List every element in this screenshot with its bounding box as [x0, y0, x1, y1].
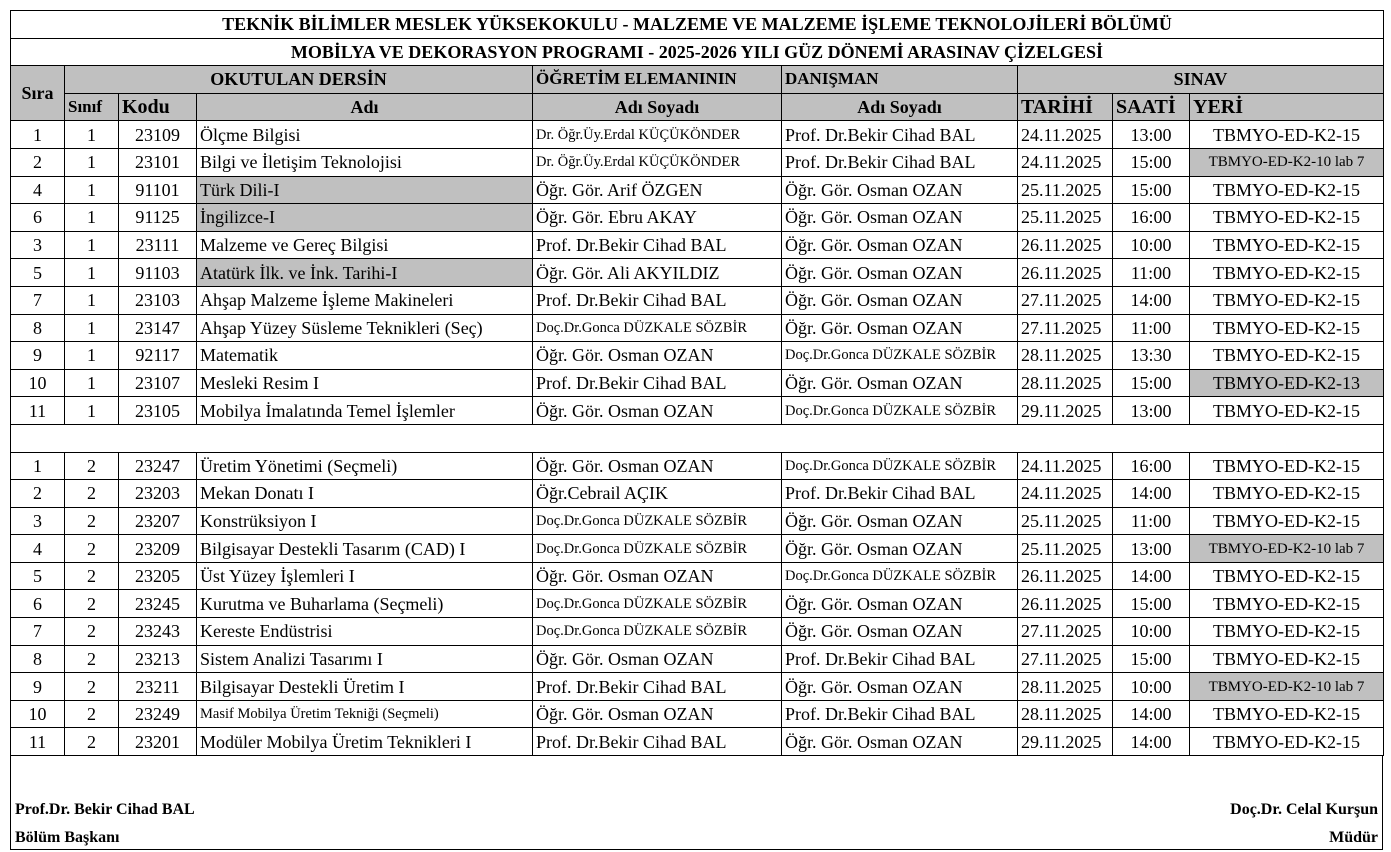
cell-kodu: 23209 [119, 535, 197, 563]
cell-course-name: Kurutma ve Buharlama (Seçmeli) [197, 590, 533, 618]
cell-room: TBMYO-ED-K2-13 [1190, 369, 1384, 397]
cell-sinif: 1 [65, 176, 119, 204]
cell-sinif: 2 [65, 452, 119, 480]
cell-room: TBMYO-ED-K2-15 [1190, 645, 1384, 673]
dept-head-name: Prof.Dr. Bekir Cihad BAL [15, 801, 195, 818]
cell-room: TBMYO-ED-K2-15 [1190, 700, 1384, 728]
cell-date: 28.11.2025 [1018, 369, 1113, 397]
cell-room: TBMYO-ED-K2-10 lab 7 [1190, 673, 1384, 701]
cell-instructor: Doç.Dr.Gonca DÜZKALE SÖZBİR [533, 618, 782, 646]
separator-cell [11, 424, 1384, 452]
cell-date: 25.11.2025 [1018, 507, 1113, 535]
cell-instructor: Öğr. Gör. Osman OZAN [533, 452, 782, 480]
cell-course-name: Mesleki Resim I [197, 369, 533, 397]
cell-course-name: Sistem Analizi Tasarımı I [197, 645, 533, 673]
cell-time: 13:30 [1113, 342, 1190, 370]
cell-time: 16:00 [1113, 452, 1190, 480]
cell-kodu: 23247 [119, 452, 197, 480]
cell-instructor: Öğr. Gör. Osman OZAN [533, 342, 782, 370]
cell-course-name: Atatürk İlk. ve İnk. Tarihi-I [197, 259, 533, 287]
cell-room: TBMYO-ED-K2-15 [1190, 314, 1384, 342]
table-row [11, 314, 1384, 342]
cell-time: 14:00 [1113, 286, 1190, 314]
cell-kodu: 23205 [119, 562, 197, 590]
cell-course-name: Ahşap Malzeme İşleme Makineleri [197, 286, 533, 314]
cell-time: 15:00 [1113, 176, 1190, 204]
cell-sira: 5 [11, 562, 65, 590]
cell-advisor: Doç.Dr.Gonca DÜZKALE SÖZBİR [782, 452, 1018, 480]
cell-course-name: Kereste Endüstrisi [197, 618, 533, 646]
table-row [11, 286, 1384, 314]
cell-date: 24.11.2025 [1018, 148, 1113, 176]
cell-time: 10:00 [1113, 618, 1190, 646]
table-row [11, 342, 1384, 370]
cell-course-name: Konstrüksiyon I [197, 507, 533, 535]
header-danisman-adi-soyadi: Adı Soyadı [782, 93, 1018, 121]
cell-time: 14:00 [1113, 700, 1190, 728]
cell-date: 26.11.2025 [1018, 231, 1113, 259]
director-name: Doç.Dr. Celal Kurşun [1230, 801, 1378, 818]
cell-room: TBMYO-ED-K2-15 [1190, 121, 1384, 149]
cell-sira: 4 [11, 535, 65, 563]
header-ogretim-adi-soyadi: Adı Soyadı [533, 93, 782, 121]
cell-sira: 6 [11, 204, 65, 232]
cell-room: TBMYO-ED-K2-15 [1190, 204, 1384, 232]
cell-time: 10:00 [1113, 673, 1190, 701]
cell-room: TBMYO-ED-K2-10 lab 7 [1190, 148, 1384, 176]
cell-instructor: Öğr. Gör. Osman OZAN [533, 700, 782, 728]
cell-instructor: Prof. Dr.Bekir Cihad BAL [533, 286, 782, 314]
cell-sira: 8 [11, 314, 65, 342]
cell-time: 16:00 [1113, 204, 1190, 232]
cell-instructor: Öğr. Gör. Osman OZAN [533, 645, 782, 673]
cell-course-name: Modüler Mobilya Üretim Teknikleri I [197, 728, 533, 756]
cell-time: 13:00 [1113, 397, 1190, 425]
cell-date: 29.11.2025 [1018, 728, 1113, 756]
cell-sira: 7 [11, 286, 65, 314]
table-row [11, 369, 1384, 397]
cell-kodu: 23201 [119, 728, 197, 756]
cell-date: 24.11.2025 [1018, 452, 1113, 480]
table-row [11, 728, 1384, 756]
table-row [11, 673, 1384, 701]
table-row [11, 231, 1384, 259]
cell-sinif: 2 [65, 728, 119, 756]
cell-advisor: Öğr. Gör. Osman OZAN [782, 369, 1018, 397]
cell-kodu: 23105 [119, 397, 197, 425]
header-saati: SAATİ [1113, 93, 1190, 121]
cell-instructor: Doç.Dr.Gonca DÜZKALE SÖZBİR [533, 590, 782, 618]
cell-sinif: 2 [65, 618, 119, 646]
cell-instructor: Prof. Dr.Bekir Cihad BAL [533, 231, 782, 259]
signature-footer [10, 755, 1383, 850]
cell-sinif: 1 [65, 369, 119, 397]
cell-instructor: Dr. Öğr.Üy.Erdal KÜÇÜKÖNDER [533, 121, 782, 149]
cell-sira: 10 [11, 369, 65, 397]
cell-room: TBMYO-ED-K2-10 lab 7 [1190, 535, 1384, 563]
cell-room: TBMYO-ED-K2-15 [1190, 562, 1384, 590]
cell-date: 25.11.2025 [1018, 535, 1113, 563]
cell-time: 11:00 [1113, 507, 1190, 535]
cell-kodu: 91125 [119, 204, 197, 232]
cell-sira: 7 [11, 618, 65, 646]
cell-course-name: Bilgisayar Destekli Tasarım (CAD) I [197, 535, 533, 563]
cell-date: 26.11.2025 [1018, 590, 1113, 618]
cell-time: 14:00 [1113, 562, 1190, 590]
cell-date: 27.11.2025 [1018, 645, 1113, 673]
cell-date: 28.11.2025 [1018, 700, 1113, 728]
cell-date: 27.11.2025 [1018, 618, 1113, 646]
cell-course-name: Mobilya İmalatında Temel İşlemler [197, 397, 533, 425]
table-row [11, 176, 1384, 204]
header-danisman: DANIŞMAN [782, 66, 1018, 94]
exam-schedule-table [10, 10, 1384, 756]
cell-sira: 6 [11, 590, 65, 618]
cell-sira: 8 [11, 645, 65, 673]
table-row [11, 645, 1384, 673]
cell-time: 14:00 [1113, 480, 1190, 508]
cell-room: TBMYO-ED-K2-15 [1190, 728, 1384, 756]
cell-instructor: Doç.Dr.Gonca DÜZKALE SÖZBİR [533, 314, 782, 342]
cell-sira: 10 [11, 700, 65, 728]
cell-sira: 9 [11, 342, 65, 370]
cell-date: 25.11.2025 [1018, 176, 1113, 204]
table-row [11, 507, 1384, 535]
cell-date: 27.11.2025 [1018, 314, 1113, 342]
cell-kodu: 91103 [119, 259, 197, 287]
cell-kodu: 23109 [119, 121, 197, 149]
cell-sira: 9 [11, 673, 65, 701]
cell-sira: 2 [11, 480, 65, 508]
cell-instructor: Doç.Dr.Gonca DÜZKALE SÖZBİR [533, 535, 782, 563]
cell-kodu: 23107 [119, 369, 197, 397]
cell-room: TBMYO-ED-K2-15 [1190, 259, 1384, 287]
cell-advisor: Öğr. Gör. Osman OZAN [782, 231, 1018, 259]
cell-date: 27.11.2025 [1018, 286, 1113, 314]
cell-course-name: Masif Mobilya Üretim Tekniği (Seçmeli) [197, 700, 533, 728]
table-row [11, 535, 1384, 563]
title-program: MOBİLYA VE DEKORASYON PROGRAMI - 2025-2026 YILI GÜZ DÖNEMİ ARASINAV ÇİZELGESİ [11, 38, 1384, 66]
cell-room: TBMYO-ED-K2-15 [1190, 342, 1384, 370]
cell-instructor: Prof. Dr.Bekir Cihad BAL [533, 369, 782, 397]
cell-sinif: 2 [65, 673, 119, 701]
cell-sira: 1 [11, 452, 65, 480]
cell-time: 10:00 [1113, 231, 1190, 259]
cell-sinif: 2 [65, 590, 119, 618]
cell-sinif: 1 [65, 342, 119, 370]
table-row [11, 121, 1384, 149]
cell-sinif: 2 [65, 700, 119, 728]
cell-time: 13:00 [1113, 535, 1190, 563]
cell-time: 13:00 [1113, 121, 1190, 149]
cell-course-name: Matematik [197, 342, 533, 370]
cell-course-name: Türk Dili-I [197, 176, 533, 204]
cell-instructor: Öğr. Gör. Ali AKYILDIZ [533, 259, 782, 287]
cell-kodu: 23249 [119, 700, 197, 728]
cell-advisor: Prof. Dr.Bekir Cihad BAL [782, 700, 1018, 728]
cell-date: 28.11.2025 [1018, 673, 1113, 701]
table-row [11, 590, 1384, 618]
cell-room: TBMYO-ED-K2-15 [1190, 397, 1384, 425]
cell-sinif: 2 [65, 507, 119, 535]
dept-head-title: Bölüm Başkanı [15, 829, 120, 846]
cell-kodu: 23243 [119, 618, 197, 646]
cell-sinif: 2 [65, 480, 119, 508]
cell-advisor: Öğr. Gör. Osman OZAN [782, 673, 1018, 701]
cell-advisor: Prof. Dr.Bekir Cihad BAL [782, 148, 1018, 176]
cell-room: TBMYO-ED-K2-15 [1190, 286, 1384, 314]
cell-advisor: Öğr. Gör. Osman OZAN [782, 535, 1018, 563]
cell-date: 28.11.2025 [1018, 342, 1113, 370]
cell-sinif: 1 [65, 397, 119, 425]
cell-course-name: Malzeme ve Gereç Bilgisi [197, 231, 533, 259]
table-row [11, 700, 1384, 728]
cell-advisor: Öğr. Gör. Osman OZAN [782, 618, 1018, 646]
cell-date: 24.11.2025 [1018, 480, 1113, 508]
cell-date: 24.11.2025 [1018, 121, 1113, 149]
cell-instructor: Doç.Dr.Gonca DÜZKALE SÖZBİR [533, 507, 782, 535]
cell-time: 14:00 [1113, 728, 1190, 756]
cell-course-name: Bilgisayar Destekli Üretim I [197, 673, 533, 701]
cell-time: 11:00 [1113, 259, 1190, 287]
cell-instructor: Dr. Öğr.Üy.Erdal KÜÇÜKÖNDER [533, 148, 782, 176]
header-sira: Sıra [11, 66, 65, 121]
cell-room: TBMYO-ED-K2-15 [1190, 480, 1384, 508]
cell-advisor: Öğr. Gör. Osman OZAN [782, 204, 1018, 232]
table-row [11, 204, 1384, 232]
cell-advisor: Doç.Dr.Gonca DÜZKALE SÖZBİR [782, 397, 1018, 425]
cell-kodu: 23213 [119, 645, 197, 673]
cell-kodu: 23211 [119, 673, 197, 701]
cell-instructor: Öğr. Gör. Ebru AKAY [533, 204, 782, 232]
header-kodu: Kodu [119, 93, 197, 121]
cell-advisor: Öğr. Gör. Osman OZAN [782, 259, 1018, 287]
cell-advisor: Öğr. Gör. Osman OZAN [782, 286, 1018, 314]
cell-sira: 3 [11, 507, 65, 535]
director-title: Müdür [1329, 829, 1378, 846]
cell-date: 25.11.2025 [1018, 204, 1113, 232]
cell-course-name: Üst Yüzey İşlemleri I [197, 562, 533, 590]
cell-sira: 4 [11, 176, 65, 204]
cell-room: TBMYO-ED-K2-15 [1190, 618, 1384, 646]
cell-sinif: 2 [65, 562, 119, 590]
cell-instructor: Öğr.Cebrail AÇIK [533, 480, 782, 508]
cell-time: 15:00 [1113, 645, 1190, 673]
table-row [11, 397, 1384, 425]
cell-kodu: 23103 [119, 286, 197, 314]
cell-course-name: Üretim Yönetimi (Seçmeli) [197, 452, 533, 480]
cell-kodu: 23203 [119, 480, 197, 508]
cell-course-name: Ahşap Yüzey Süsleme Teknikleri (Seç) [197, 314, 533, 342]
cell-sira: 1 [11, 121, 65, 149]
table-row [11, 452, 1384, 480]
cell-advisor: Öğr. Gör. Osman OZAN [782, 176, 1018, 204]
cell-room: TBMYO-ED-K2-15 [1190, 507, 1384, 535]
cell-kodu: 92117 [119, 342, 197, 370]
cell-room: TBMYO-ED-K2-15 [1190, 231, 1384, 259]
cell-advisor: Öğr. Gör. Osman OZAN [782, 590, 1018, 618]
cell-advisor: Öğr. Gör. Osman OZAN [782, 507, 1018, 535]
header-yeri: YERİ [1190, 93, 1384, 121]
cell-sira: 5 [11, 259, 65, 287]
table-row [11, 259, 1384, 287]
table-row [11, 618, 1384, 646]
cell-instructor: Öğr. Gör. Arif ÖZGEN [533, 176, 782, 204]
cell-room: TBMYO-ED-K2-15 [1190, 452, 1384, 480]
header-sinif: Sınıf [65, 93, 119, 121]
table-row [11, 562, 1384, 590]
cell-date: 29.11.2025 [1018, 397, 1113, 425]
cell-sira: 11 [11, 397, 65, 425]
cell-advisor: Doç.Dr.Gonca DÜZKALE SÖZBİR [782, 562, 1018, 590]
cell-sinif: 1 [65, 148, 119, 176]
cell-date: 26.11.2025 [1018, 259, 1113, 287]
cell-advisor: Prof. Dr.Bekir Cihad BAL [782, 480, 1018, 508]
cell-instructor: Prof. Dr.Bekir Cihad BAL [533, 673, 782, 701]
cell-date: 26.11.2025 [1018, 562, 1113, 590]
cell-advisor: Prof. Dr.Bekir Cihad BAL [782, 645, 1018, 673]
cell-kodu: 23101 [119, 148, 197, 176]
cell-kodu: 91101 [119, 176, 197, 204]
cell-time: 15:00 [1113, 369, 1190, 397]
cell-instructor: Öğr. Gör. Osman OZAN [533, 397, 782, 425]
cell-course-name: Mekan Donatı I [197, 480, 533, 508]
cell-sinif: 1 [65, 121, 119, 149]
cell-room: TBMYO-ED-K2-15 [1190, 590, 1384, 618]
cell-advisor: Öğr. Gör. Osman OZAN [782, 314, 1018, 342]
cell-time: 15:00 [1113, 590, 1190, 618]
cell-course-name: Ölçme Bilgisi [197, 121, 533, 149]
cell-instructor: Öğr. Gör. Osman OZAN [533, 562, 782, 590]
cell-course-name: İngilizce-I [197, 204, 533, 232]
cell-sira: 3 [11, 231, 65, 259]
cell-kodu: 23245 [119, 590, 197, 618]
cell-course-name: Bilgi ve İletişim Teknolojisi [197, 148, 533, 176]
cell-sira: 11 [11, 728, 65, 756]
header-adi: Adı [197, 93, 533, 121]
cell-advisor: Öğr. Gör. Osman OZAN [782, 728, 1018, 756]
cell-sira: 2 [11, 148, 65, 176]
cell-room: TBMYO-ED-K2-15 [1190, 176, 1384, 204]
cell-sinif: 1 [65, 231, 119, 259]
cell-sinif: 1 [65, 286, 119, 314]
cell-kodu: 23207 [119, 507, 197, 535]
table-row [11, 148, 1384, 176]
header-sinav: SINAV [1018, 66, 1384, 94]
cell-kodu: 23147 [119, 314, 197, 342]
header-okutulan: OKUTULAN DERSİN [65, 66, 533, 94]
cell-sinif: 1 [65, 314, 119, 342]
cell-sinif: 1 [65, 204, 119, 232]
table-row [11, 480, 1384, 508]
cell-advisor: Doç.Dr.Gonca DÜZKALE SÖZBİR [782, 342, 1018, 370]
cell-sinif: 2 [65, 645, 119, 673]
header-tarihi: TARİHİ [1018, 93, 1113, 121]
separator-row [11, 424, 1384, 452]
cell-instructor: Prof. Dr.Bekir Cihad BAL [533, 728, 782, 756]
cell-kodu: 23111 [119, 231, 197, 259]
header-ogretim: ÖĞRETİM ELEMANININ [533, 66, 782, 94]
exam-schedule-sheet [10, 10, 1383, 846]
title-school: TEKNİK BİLİMLER MESLEK YÜKSEKOKULU - MALZEME VE MALZEME İŞLEME TEKNOLOJİLERİ BÖLÜMÜ [11, 11, 1384, 39]
cell-time: 15:00 [1113, 148, 1190, 176]
cell-time: 11:00 [1113, 314, 1190, 342]
cell-advisor: Prof. Dr.Bekir Cihad BAL [782, 121, 1018, 149]
cell-sinif: 1 [65, 259, 119, 287]
cell-sinif: 2 [65, 535, 119, 563]
